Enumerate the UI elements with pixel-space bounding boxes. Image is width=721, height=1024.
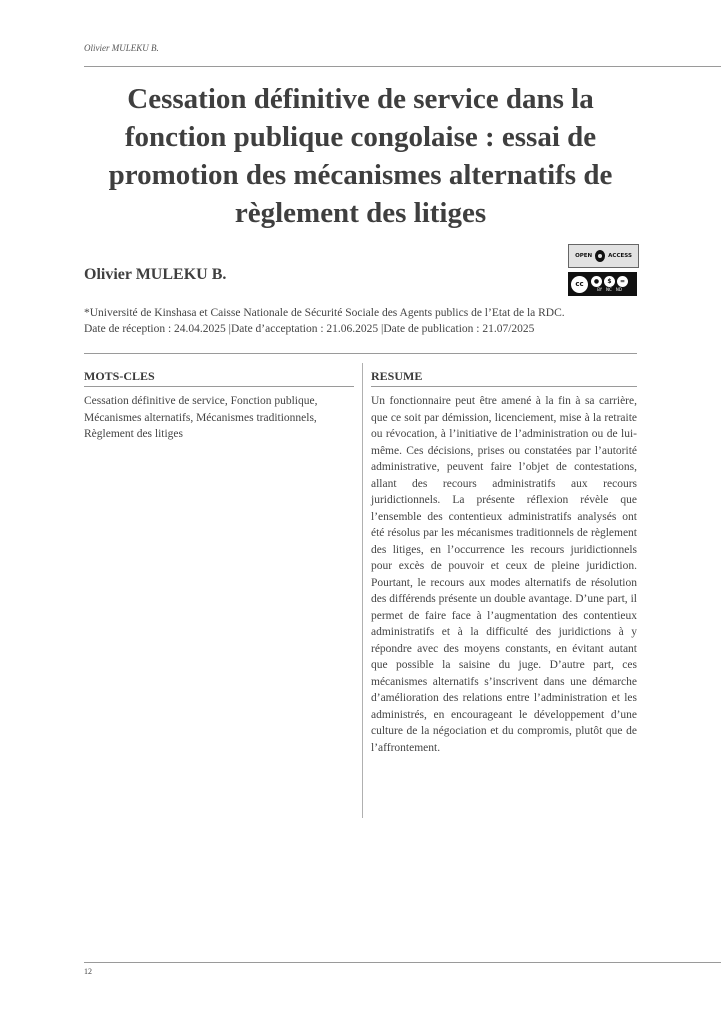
- cc-by-label: BY: [597, 287, 603, 292]
- cc-nd-label: ND: [615, 287, 622, 292]
- cc-by-icon: ●: [591, 276, 602, 287]
- cc-nc-label: NC: [606, 287, 612, 292]
- cc-license-badge[interactable]: [568, 272, 637, 296]
- article-author: Olivier MULEKU B.: [84, 266, 227, 283]
- cc-nd-icon: =: [617, 276, 628, 287]
- access-label: ACCESS: [608, 253, 632, 259]
- abstract-heading-rule: [371, 386, 637, 387]
- page-number: 12: [84, 967, 92, 976]
- keywords-heading: MOTS-CLES: [84, 369, 155, 383]
- cc-terms: [591, 276, 628, 292]
- column-divider: [362, 363, 363, 818]
- running-head: Olivier MULEKU B.: [84, 43, 159, 53]
- open-label: OPEN: [575, 253, 593, 259]
- publication-dates: Date de réception : 24.04.2025 |Date d’acceptation : 21.06.2025 |Date de publication : 21.07/2025: [84, 323, 535, 335]
- affiliation: *Université de Kinshasa et Caisse Nationale de Sécurité Sociale des Agents publics de l’Etat de la RDC.: [84, 307, 565, 319]
- section-top-rule: [84, 353, 637, 354]
- keywords-heading-rule: [84, 386, 354, 387]
- article-title: Cessation définitive de service dans la fonction publique congolaise : essai de promotion des mécanismes alternatifs de règlement des litiges: [108, 83, 613, 229]
- footer-rule: [84, 962, 721, 963]
- cc-nc-icon: $: [604, 276, 615, 287]
- abstract-heading: RESUME: [371, 369, 423, 383]
- cc-icon: cc: [571, 276, 588, 293]
- abstract-text: Un fonctionnaire peut être amené à la fin à sa carrière, que ce soit par démission, licenciement, mise à la retraite ou révocation, à l’initiative de l’administration ou de lui-même. Ces décisions, prises ou constatées par l’autorité administrative, peuvent faire l’objet de contestations, allant des recours administratifs aux recours juridictionnels. La présente réflexion révèle que l’ensemble des contentieux administratifs analysés ont été résolus par les mécanismes traditionnels de règlement des litiges, en l’occurrence les recours juridictionnels pour excès de pouvoir et ceux de pleine juridiction. Pourtant, le recours aux modes alternatifs de résolution des différends présente un double avantage. D’une part, il permet de faire face à l’augmentation des contentieux administratifs et à la difficulté des juridictions à y répondre avec des moyens constants, en évitant autant que possible la saisine du juge. D’autre part, ces mécanismes alternatifs s’inscrivent dans une démarche d’amélioration des relations entre l’administration et les administrés, en encourageant le développement d’une culture de la négociation et du compromis, plutôt que de l’affrontement.: [371, 395, 637, 754]
- affiliation-block: [84, 305, 644, 337]
- keywords-text: Cessation définitive de service, Fonction publique, Mécanismes alternatifs, Mécanismes traditionnels, Règlement des litiges: [84, 395, 318, 440]
- open-access-lock-icon: [595, 250, 605, 262]
- open-access-badge[interactable]: [568, 244, 639, 268]
- header-rule: [84, 66, 721, 67]
